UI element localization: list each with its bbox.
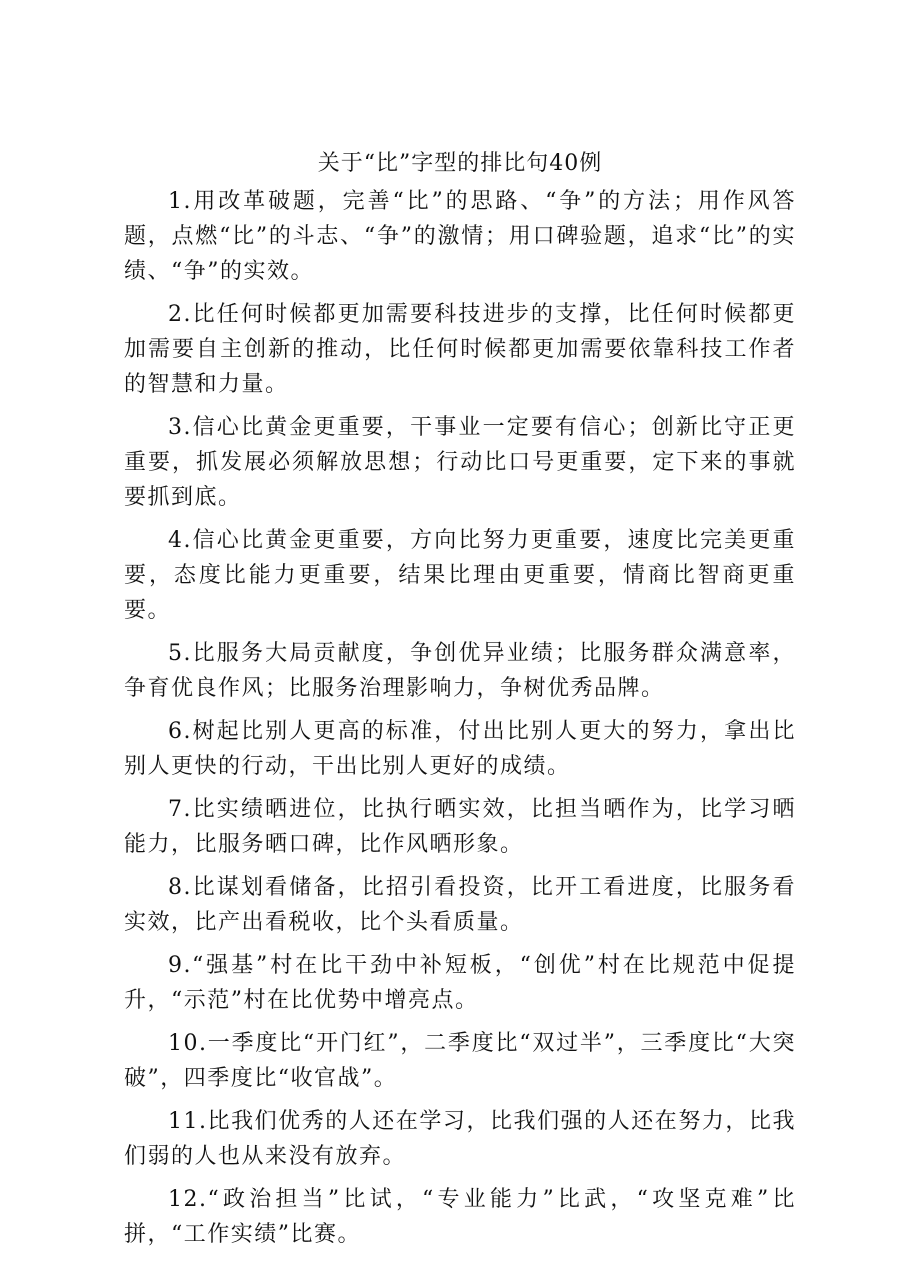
document-title: 关于“比”字型的排比句40例: [317, 151, 603, 176]
list-item: 12.“政治担当”比试，“专业能力”比武，“攻坚克难”比拼，“工作实绩”比赛。: [124, 1187, 796, 1247]
list-item: 11.比我们优秀的人还在学习，比我们强的人还在努力，比我们弱的人也从来没有放弃。: [124, 1109, 796, 1169]
list-item: 6.树起比别人更高的标准，付出比别人更大的努力，拿出比别人更快的行动，干出比别人更好的成绩。: [124, 719, 796, 779]
list-item: 4.信心比黄金更重要，方向比努力更重要，速度比完美更重要，态度比能力更重要，结果比理由更重要，情商比智商更重要。: [124, 528, 796, 623]
list-item: 8.比谋划看储备，比招引看投资，比开工看进度，比服务看实效，比产出看税收，比个头看质量。: [124, 875, 796, 935]
list-item: 9.“强基”村在比干劲中补短板，“创优”村在比规范中促提升，“示范”村在比优势中增亮点。: [124, 953, 796, 1013]
list-item: 7.比实绩晒进位，比执行晒实效，比担当晒作为，比学习晒能力，比服务晒口碑，比作风晒形象。: [124, 797, 796, 857]
list-item: 10.一季度比“开门红”，二季度比“双过半”，三季度比“大突破”，四季度比“收官战”。: [124, 1031, 796, 1091]
list-item: 1.用改革破题，完善“比”的思路、“争”的方法；用作风答题，点燃“比”的斗志、“争”的激情；用口碑验题，追求“比”的实绩、“争”的实效。: [124, 189, 796, 284]
list-item: 2.比任何时候都更加需要科技进步的支撑，比任何时候都更加需要自主创新的推动，比任何时候都更加需要依靠科技工作者的智慧和力量。: [124, 302, 796, 397]
list-item: 3.信心比黄金更重要，干事业一定要有信心；创新比守正更重要，抓发展必须解放思想；行动比口号更重要，定下来的事就要抓到底。: [124, 415, 796, 510]
list-item: 5.比服务大局贡献度，争创优异业绩；比服务群众满意率，争育优良作风；比服务治理影响力，争树优秀品牌。: [124, 641, 796, 701]
document-body: [124, 148, 796, 1260]
